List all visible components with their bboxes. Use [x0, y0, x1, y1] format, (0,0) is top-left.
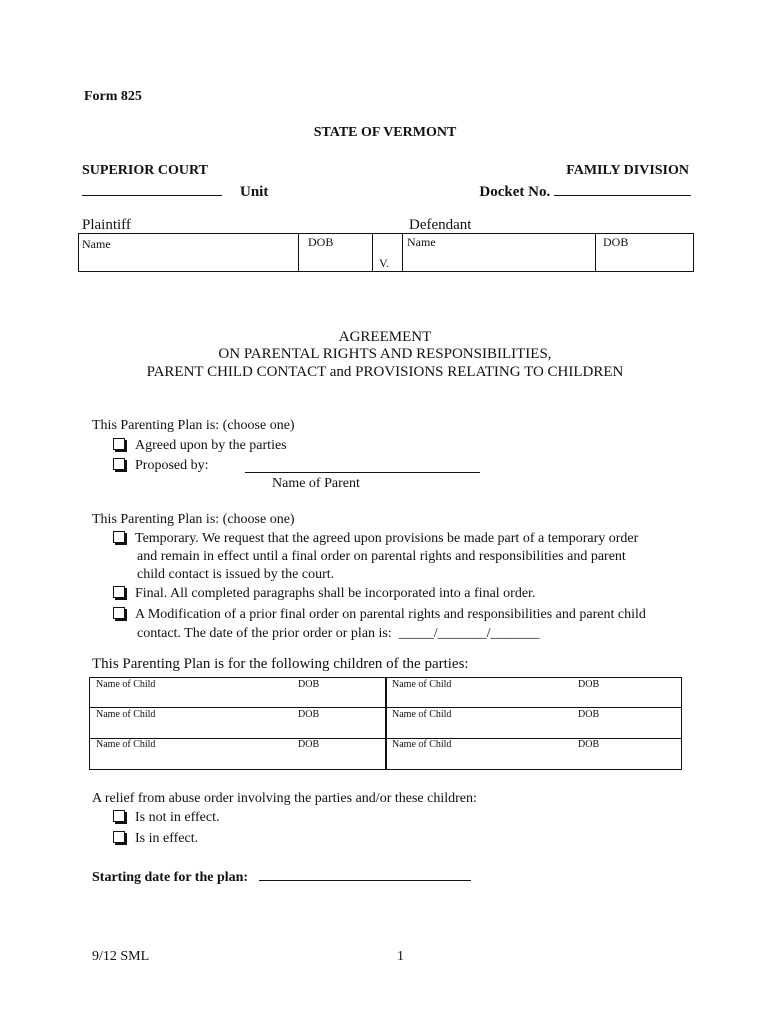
modification-option[interactable]: A Modification of a prior final order on parental rights and responsibilities and parent child	[113, 607, 646, 623]
child-name-cell[interactable]: Name of Child	[96, 739, 156, 750]
proposed-option[interactable]: Proposed by:	[113, 458, 209, 474]
checkbox-icon[interactable]	[113, 607, 125, 619]
child-dob-cell[interactable]: DOB	[298, 739, 320, 750]
child-name-cell[interactable]: Name of Child	[96, 709, 156, 720]
checkbox-icon[interactable]	[113, 438, 125, 450]
child-dob-cell[interactable]: DOB	[578, 739, 600, 750]
docket-field[interactable]	[479, 181, 691, 201]
name-of-parent-label: Name of Parent	[272, 476, 360, 491]
child-name-cell[interactable]: Name of Child	[392, 739, 452, 750]
children-prompt: This Parenting Plan is for the following children of the parties:	[92, 656, 469, 672]
unit-label: Unit	[240, 184, 269, 200]
child-name-cell[interactable]: Name of Child	[392, 709, 452, 720]
plaintiff-dob-cell[interactable]: DOB	[308, 235, 334, 249]
state-heading: STATE OF VERMONT	[313, 125, 457, 140]
page-number: 1	[397, 949, 404, 964]
temporary-text: child contact is issued by the court.	[137, 567, 335, 582]
prior-order-date-field[interactable]: _____/_______/_______	[398, 626, 540, 641]
court-name: SUPERIOR COURT	[82, 163, 208, 178]
plan-type1-prompt: This Parenting Plan is: (choose one)	[92, 418, 295, 433]
checkbox-icon[interactable]	[113, 531, 125, 543]
child-dob-cell[interactable]: DOB	[298, 709, 320, 720]
plaintiff-name-cell[interactable]: Name	[82, 237, 111, 251]
starting-date-label: Starting date for the plan:	[92, 870, 249, 885]
defendant-label: Defendant	[409, 217, 472, 233]
child-dob-cell[interactable]: DOB	[298, 679, 320, 690]
child-name-cell[interactable]: Name of Child	[392, 679, 452, 690]
defendant-dob-cell[interactable]: DOB	[603, 235, 629, 249]
child-name-cell[interactable]: Name of Child	[96, 679, 156, 690]
temporary-text: and remain in effect until a final order on parental rights and responsibilities and parent	[137, 549, 626, 564]
checkbox-icon[interactable]	[113, 810, 125, 822]
starting-date-field[interactable]	[92, 866, 471, 886]
child-dob-cell[interactable]: DOB	[578, 679, 600, 690]
temporary-option[interactable]: Temporary. We request that the agreed upon provisions be made part of a temporary order	[113, 531, 638, 547]
plaintiff-label: Plaintiff	[82, 217, 131, 233]
relief-prompt: A relief from abuse order involving the parties and/or these children:	[92, 791, 477, 806]
form-number: Form 825	[84, 89, 142, 104]
unit-field[interactable]	[82, 181, 268, 201]
division-name: FAMILY DIVISION	[566, 163, 689, 178]
defendant-name-cell[interactable]: Name	[407, 235, 436, 249]
title-line-3: PARENT CHILD CONTACT and PROVISIONS RELATING TO CHILDREN	[146, 364, 624, 380]
parent-name-line[interactable]	[245, 472, 480, 473]
checkbox-icon[interactable]	[113, 586, 125, 598]
docket-label: Docket No.	[479, 184, 551, 200]
relief-in-effect-option[interactable]: Is in effect.	[113, 831, 198, 847]
versus-label: V.	[379, 256, 390, 270]
child-dob-cell[interactable]: DOB	[578, 709, 600, 720]
final-option[interactable]: Final. All completed paragraphs shall be incorporated into a final order.	[113, 586, 535, 602]
title-line-2: ON PARENTAL RIGHTS AND RESPONSIBILITIES,	[218, 346, 552, 362]
agreed-option[interactable]: Agreed upon by the parties	[113, 438, 287, 454]
plan-type2-prompt: This Parenting Plan is: (choose one)	[92, 512, 295, 527]
relief-not-in-effect-option[interactable]: Is not in effect.	[113, 810, 220, 826]
checkbox-icon[interactable]	[113, 458, 125, 470]
title-line-1: AGREEMENT	[338, 329, 432, 345]
footer-code: 9/12 SML	[92, 949, 150, 964]
modification-text: contact. The date of the prior order or plan is: _____/_______/_______	[137, 626, 540, 641]
checkbox-icon[interactable]	[113, 831, 125, 843]
